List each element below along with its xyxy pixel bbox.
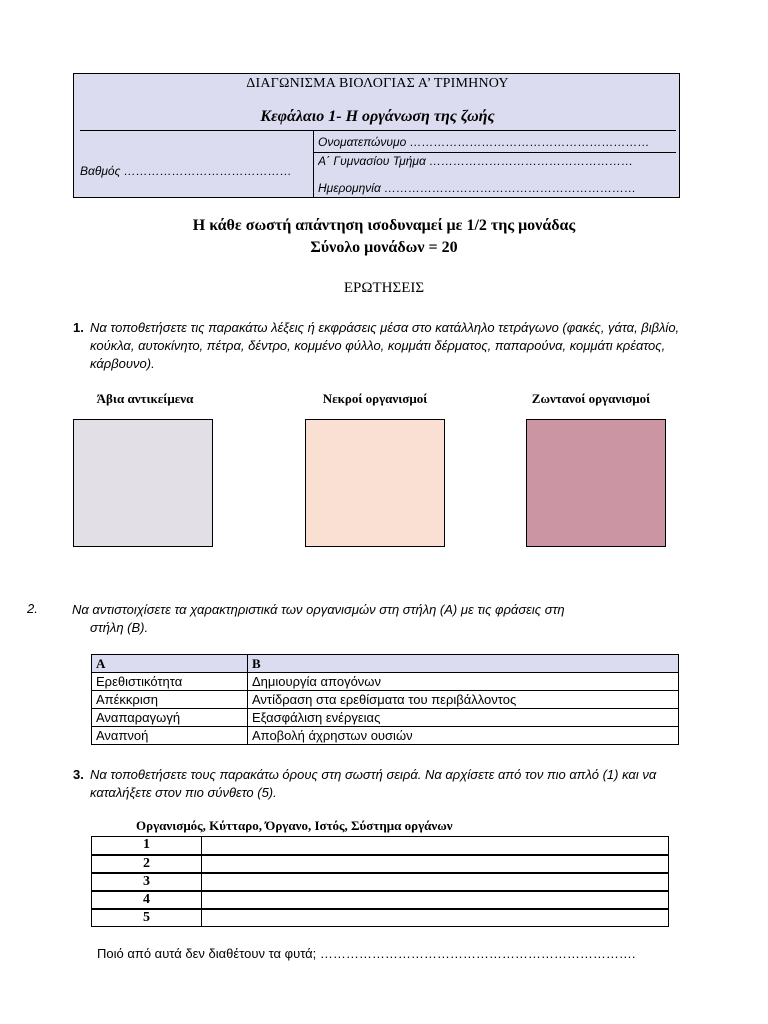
table-cell-a: Ερεθιστικότητα	[92, 673, 248, 691]
class-field[interactable]: Α΄ Γυμνασίου Τμήμα ……………………………………………	[318, 154, 634, 168]
table-row	[92, 909, 669, 927]
living-answer-box[interactable]	[526, 419, 666, 547]
table-header-row	[92, 655, 679, 673]
order-answer-cell[interactable]	[202, 891, 669, 909]
table-row	[92, 709, 679, 727]
category-dead-label: Νεκροί οργανισμοί	[322, 391, 428, 406]
question-1-number: 1.	[73, 320, 84, 335]
table-row	[92, 691, 679, 709]
table-cell-a: Αναπαραγωγή	[92, 709, 248, 727]
grade-field[interactable]: Βαθμός ……………………………………	[80, 164, 292, 178]
table-cell-b: Εξασφάλιση ενέργειας	[248, 709, 679, 727]
order-number: 1	[92, 837, 202, 855]
section-title: ΕΡΩΤΗΣΕΙΣ	[343, 280, 425, 296]
table-row	[92, 873, 669, 891]
order-answer-cell[interactable]	[202, 909, 669, 927]
order-answer-cell[interactable]	[202, 855, 669, 873]
order-number: 3	[92, 873, 202, 891]
order-number: 4	[92, 891, 202, 909]
table-row	[92, 727, 679, 745]
matching-table	[91, 654, 679, 745]
header-vertical-divider	[313, 131, 314, 198]
table-cell-b: Αντίδραση στα ερεθίσματα του περιβάλλοντος	[248, 691, 679, 709]
column-b-header: Β	[248, 655, 679, 673]
table-cell-b: Αποβολή άχρηστων ουσιών	[248, 727, 679, 745]
final-question[interactable]: Ποιό από αυτά δεν διαθέτουν τα φυτά; ……………………………………………………………….	[97, 946, 636, 961]
chapter-subtitle: Κεφάλαιο 1- Η οργάνωση της ζωής	[260, 108, 495, 125]
terms-list: Οργανισμός, Κύτταρο, Όργανο, Ιστός, Σύστημα οργάνων	[136, 818, 453, 833]
total-points: Σύνολο μονάδων = 20	[310, 239, 458, 256]
question-1-text: Να τοποθετήσετε τις παρακάτω λέξεις ή εκφράσεις μέσα στο κατάλληλο τετράγωνο (φακές, γάτα, βιβλίο, κούκλα, αυτοκίνητο, πέτρα, δέντρο, κομμένο φύλλο, κομμάτι δέρματος, παπαρούνα, κομμάτι κρέατος, κάρβουνο).	[90, 320, 680, 371]
header-box	[73, 73, 680, 198]
dead-answer-box[interactable]	[305, 419, 445, 547]
header-divider	[80, 130, 676, 131]
order-number: 2	[92, 855, 202, 873]
table-row	[92, 891, 669, 909]
question-3-text: Να τοποθετήσετε τους παρακάτω όρους στη σωστή σειρά. Να αρχίσετε από τον πιο απλό (1) και να καταλήξετε στον πιο σύνθετο (5).	[90, 767, 657, 800]
question-3-number: 3.	[73, 767, 84, 782]
question-2-text-continued: στήλη (Β).	[90, 620, 149, 635]
column-a-header: Α	[92, 655, 248, 673]
table-cell-a: Απέκκριση	[92, 691, 248, 709]
order-answer-cell[interactable]	[202, 873, 669, 891]
inanimate-answer-box[interactable]	[73, 419, 213, 547]
question-2-text: Να αντιστοιχίσετε τα χαρακτηριστικά των οργανισμών στη στήλη (Α) με τις φράσεις στη	[72, 602, 565, 617]
ordering-table	[91, 836, 669, 927]
category-inanimate-label: Άβια αντικείμενα	[96, 391, 194, 406]
table-cell-a: Αναπνοή	[92, 727, 248, 745]
category-living-label: Ζωντανοί οργανισμοί	[531, 391, 651, 406]
date-field[interactable]: Ημερομηνία ………………………………………………………	[318, 181, 637, 195]
order-number: 5	[92, 909, 202, 927]
scoring-rule: Η κάθε σωστή απάντηση ισοδυναμεί με 1/2 της μονάδας	[192, 217, 576, 234]
table-cell-b: Δημιουργία απογόνων	[248, 673, 679, 691]
table-row	[92, 855, 669, 873]
header-name-divider	[314, 152, 676, 153]
table-row	[92, 673, 679, 691]
table-row	[92, 837, 669, 855]
question-2-number: 2.	[27, 601, 38, 616]
order-answer-cell[interactable]	[202, 837, 669, 855]
exam-title: ΔΙΑΓΩΝΙΣΜΑ ΒΙΟΛΟΓΙΑΣ Α’ ΤΡΙΜΗΝΟΥ	[246, 76, 509, 91]
name-field[interactable]: Ονοματεπώνυμο ……………………………………………………	[318, 135, 650, 149]
